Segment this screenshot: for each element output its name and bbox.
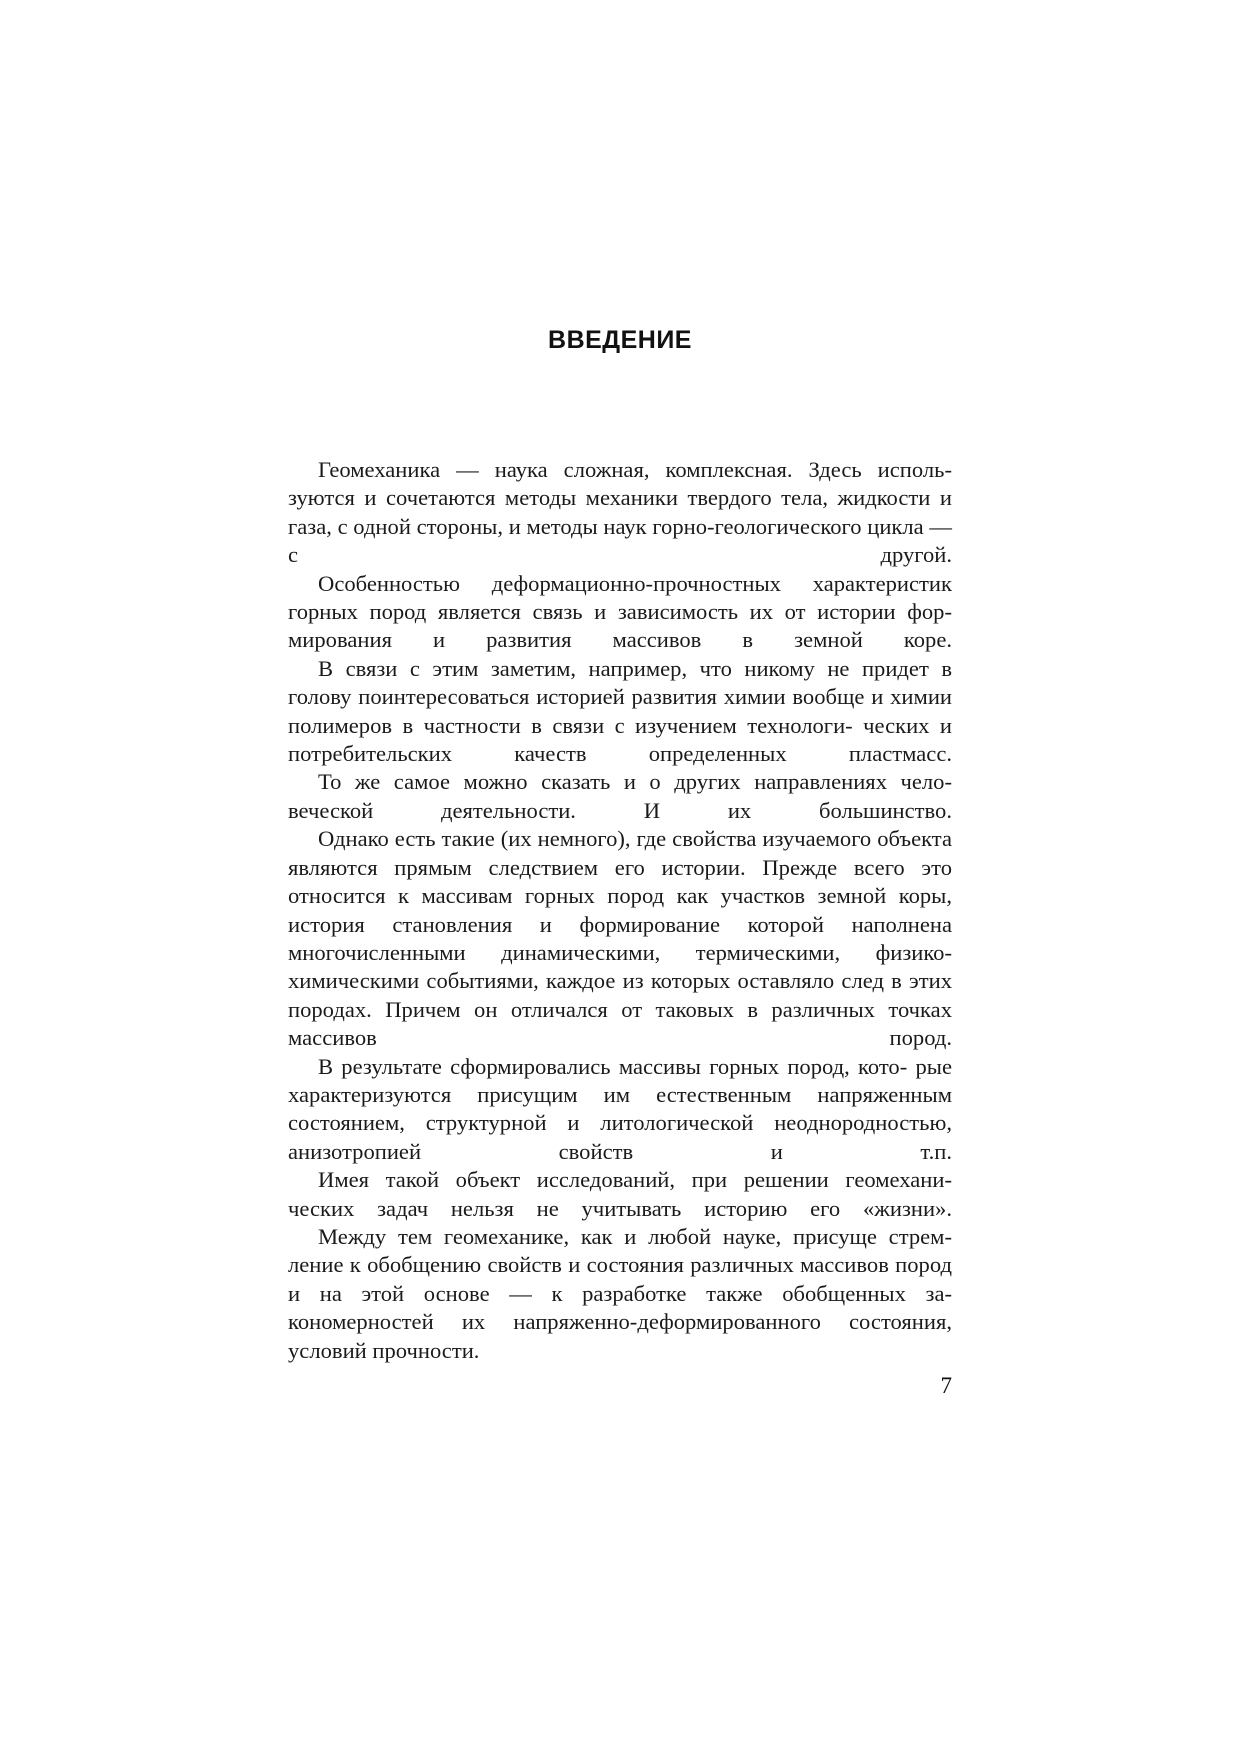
paragraph: То же самое можно сказать и о других направлениях чело- веческой деятельности. И их большинство.	[288, 769, 952, 823]
paragraph: Однако есть такие (их немного), где свойства изучаемого объекта являются прямым следствием его истории. Прежде всего это относится к массивам горных пород как участков земной коры, история становления и формирование которой наполнена многочисленными динамическими, термическими, физико- химическими событиями, каждое из которых оставляло след в этих породах. Причем он отличался от таковых в различных точках массивов пород.	[288, 826, 952, 1051]
paragraph: Особенностью деформационно-прочностных характеристик горных пород является связь и зависимость их от истории фор- мирования и развития массивов в земной коре.	[288, 570, 952, 653]
paragraph: В связи с этим заметим, например, что никому не придет в голову поинтересоваться историей развития химии вообще и химии полимеров в частности в связи с изучением технологи- ческих и потребительских качеств определенных пластмасс.	[288, 655, 952, 767]
paragraph: В результате сформировались массивы горных пород, кото- рые характеризуются присущим им естественным напряженным состоянием, структурной и литологической неоднородностью, анизотропией свойств и т.п.	[288, 1053, 952, 1164]
paragraph: Имея такой объект исследований, при решении геомехани- ческих задач нельзя не учитывать историю его «жизни».	[288, 1167, 952, 1221]
paragraph: Между тем геомеханике, как и любой науке, присуще стрем- ление к обобщению свойств и состояния различных массивов пород и на этой основе — к разработке также обобщенных за- кономерностей их напряженно-деформированного состояния, условий прочности.	[288, 1223, 952, 1363]
chapter-heading: ВВЕДЕНИЕ	[548, 326, 692, 354]
page-number: 7	[940, 1373, 952, 1398]
paragraph: Геомеханика — наука сложная, комплексная. Здесь исполь- зуются и сочетаются методы механики твердого тела, жидкости и газа, с одной стороны, и методы наук горно-геологического цикла — с другой.	[288, 457, 952, 568]
body-text	[288, 456, 952, 1365]
